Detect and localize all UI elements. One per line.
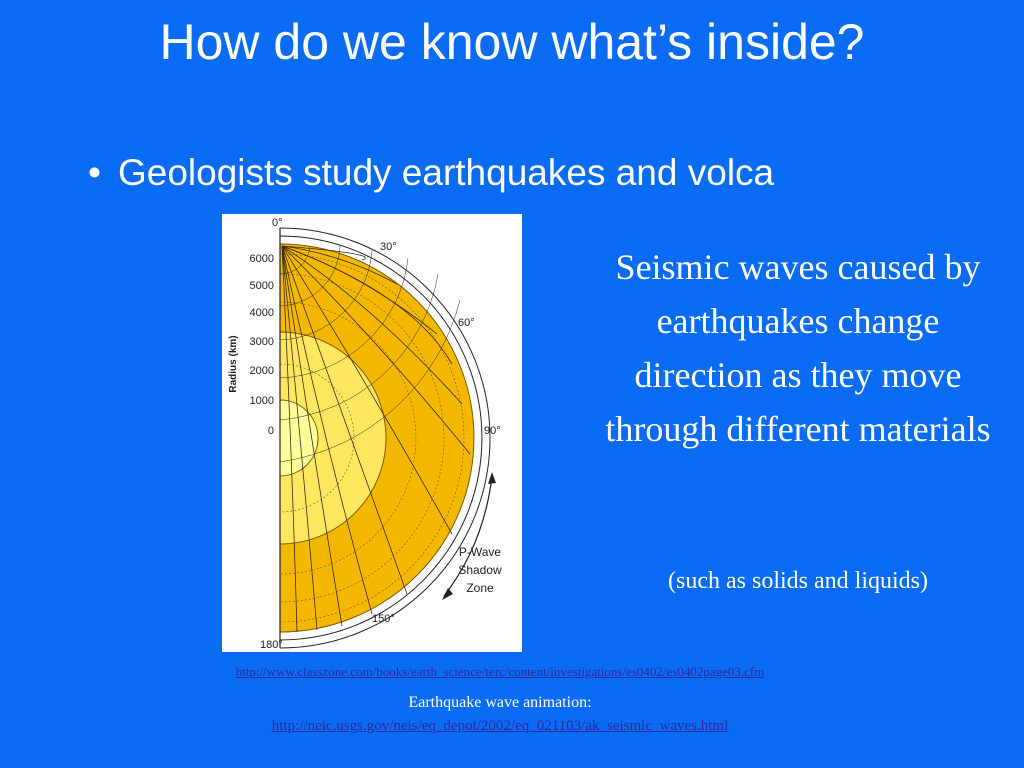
caption-main: Seismic waves caused by earthquakes change direction as they move through different materials xyxy=(605,247,991,449)
angle-label: 30° xyxy=(380,241,397,253)
shadow-zone-label xyxy=(458,545,502,595)
radius-tick: 0 xyxy=(267,425,274,437)
shadow-zone-line: Zone xyxy=(466,581,494,595)
radius-tick: 4000 xyxy=(249,307,274,319)
angle-label: 180° xyxy=(260,639,283,651)
radius-tick-labels xyxy=(250,253,274,437)
radius-tick: 2000 xyxy=(249,365,274,377)
radius-tick: 6000 xyxy=(249,253,274,265)
slide-title: How do we know what’s inside? xyxy=(159,14,865,70)
angle-label: 150° xyxy=(372,613,395,625)
animation-link[interactable]: http://neic.usgs.gov/neis/eq_depot/2002/eq_021103/ak_seismic_waves.html xyxy=(271,718,729,734)
shadow-zone-line: P-Wave xyxy=(458,545,502,559)
bullet-marker: • xyxy=(88,152,101,193)
shadow-zone-arrow-head-top xyxy=(488,472,496,484)
shadow-zone-arrow-head-bottom xyxy=(442,588,453,600)
radius-tick: 1000 xyxy=(249,395,274,407)
seismic-ray-diagram xyxy=(222,214,522,652)
radius-tick: 5000 xyxy=(249,280,274,292)
radius-tick: 3000 xyxy=(249,336,274,348)
angle-label: 60° xyxy=(458,317,475,329)
y-axis-label: Radius (km) xyxy=(228,335,239,393)
angle-label: 90° xyxy=(484,425,501,437)
earth-interior-diagram xyxy=(222,214,522,652)
animation-label: Earthquake wave animation: xyxy=(408,694,592,711)
angle-label: 0° xyxy=(272,217,283,229)
shadow-zone-line: Shadow xyxy=(458,563,502,577)
bullet-text: Geologists study earthquakes and volca xyxy=(118,152,775,193)
caption-sub: (such as solids and liquids) xyxy=(668,568,928,594)
source-link[interactable]: http://www.classzone.com/books/earth_science/terc/content/investigations/es0402/es0402page03.cfm xyxy=(235,664,765,679)
